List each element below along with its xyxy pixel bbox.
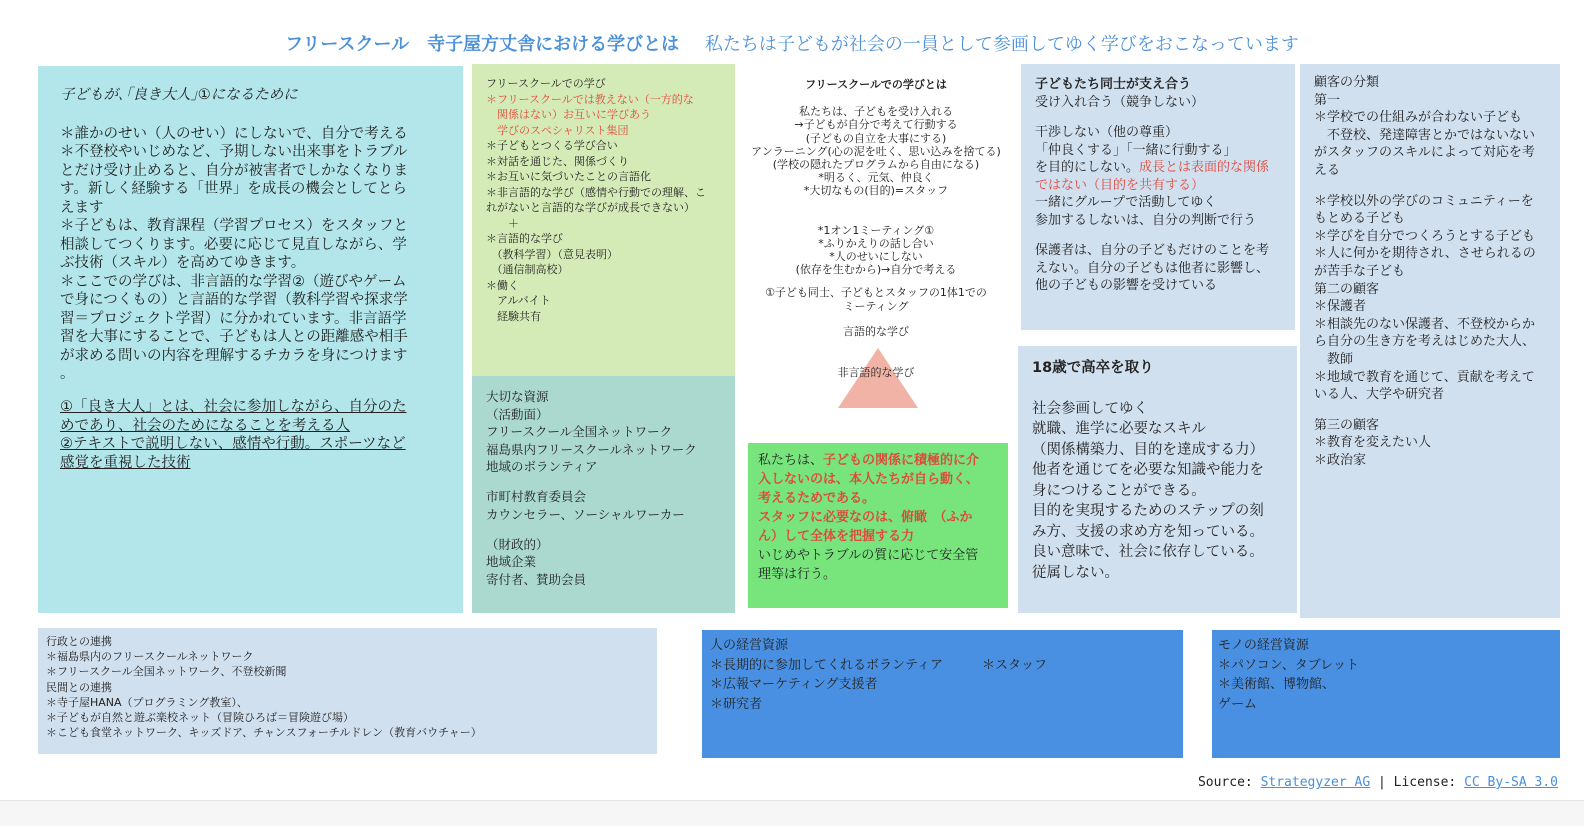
customer-line: が苦手な子ども (1314, 263, 1406, 279)
nonverbal-learning-label: 非言語的な学び (837, 366, 915, 380)
center-line: *大切なもの(目的)=スタッフ (803, 184, 949, 198)
learning-line: （教科学習）（意見表明） (486, 247, 618, 261)
learning-line: ＊子どもとつくる学び合い (486, 139, 618, 152)
material-resources-box (1212, 630, 1560, 758)
center-line: (学校の隠れたプログラムから自由になる) (772, 158, 980, 172)
customer-line: ＊地域で教育を通じて、貢献を考えて (1314, 369, 1535, 385)
peer-line: 他の子どもの影響を受けている (1035, 278, 1218, 293)
source-prefix: Source: (1197, 775, 1261, 790)
green-red-text: 子どもの関係に積極的に介 (823, 453, 980, 468)
green-red-line: ん）して全体を把握する力 (758, 529, 915, 544)
grad-heading: 18歳で高卒を取り (1032, 360, 1154, 376)
resource-line: 福島県内フリースクールネットワーク (486, 441, 697, 457)
peer-line: 受け入れ合う（競争しない） (1035, 94, 1205, 110)
good-adult-line: ぶ技術（スキル）を高めてゆきます。 (60, 255, 306, 271)
customer-line: ＊政治家 (1314, 452, 1367, 468)
center-line: ①子ども同士、子どもとスタッフの1体1での (765, 286, 987, 300)
partner-line: ＊福島県内のフリースクールネットワーク (46, 650, 254, 664)
grad-line: （関係構築力、目的を達成する力） (1032, 441, 1264, 458)
customer-segments-box (1300, 64, 1560, 618)
customer-line: ＊学校以外の学びのコミュニティーを (1314, 193, 1534, 209)
source-attribution (1198, 775, 1558, 790)
customer-line: ＊人に何かを期待され、させられるの (1314, 246, 1536, 262)
green-red-line: スタッフに必要なのは、俯瞰 （ふか (758, 510, 973, 525)
resource-line: （財政的） (486, 536, 549, 552)
grad-line: 就職、進学に必要なスキル (1032, 421, 1206, 437)
learning-heading: フリースクールでの学び (486, 77, 606, 90)
center-line: *ふりかえりの話し合い (818, 236, 934, 250)
green-red-line: 入しないのは、本人たちが自ら動く、 (758, 472, 979, 487)
peer-line: 参加するしないは、自分の判断で行う (1035, 212, 1257, 228)
good-adult-line: ＊子どもは、教育課程（学習プロセス）をスタッフと (60, 218, 408, 234)
things-line: ＊パソコン、タブレット (1218, 657, 1360, 673)
good-adult-line: が求める問いの内容を理解するチカラを身につけます (60, 347, 408, 364)
good-adult-note: 感覚を重視した技術 (60, 454, 191, 471)
learning-line: ＋ (486, 216, 519, 230)
resource-line: 市町村教育委員会 (486, 489, 587, 504)
good-adult-line: ＊不登校やいじめなど、予期しない出来事をトラブル (60, 144, 408, 160)
partner-line: ＊子どもが自然と遊ぶ楽校ネット（冒険ひろば＝冒険遊び場） (46, 711, 354, 725)
things-line: モノの経営資源 (1218, 638, 1309, 653)
peer-mixed-red: 成長とは表面的な関係 (1139, 160, 1270, 175)
resource-line: 寄付者、賛助会員 (486, 571, 587, 587)
customer-line: がスタッフのスキルによって対応を考 (1314, 145, 1535, 161)
graduation-box (1018, 346, 1297, 613)
license-link[interactable]: CC By-SA 3.0 (1464, 775, 1558, 790)
customer-line: ら自分の生き方を考えはじめた大人、 (1314, 334, 1536, 350)
resource-line: （活動面） (486, 406, 549, 422)
peer-line: 干渉しない（他の尊重） (1035, 125, 1179, 140)
good-adult-line: ＊ここでの学びは、非言語的な学習②（遊びやゲーム (60, 273, 407, 290)
good-adult-line: 。 (60, 366, 75, 382)
center-line: (子どもの自立を大事にする) (805, 131, 947, 145)
customer-line: ＊教育を変えたい人 (1314, 435, 1432, 451)
partner-line: ＊寺子屋HANA（プログラミング教室）、 (46, 695, 248, 709)
learning-red-line: 学びのスペシャリスト集団 (486, 123, 629, 137)
learning-line: ＊対話を通じた、関係づくり (486, 154, 629, 168)
customer-line: ＊学びを自分でつくろうとする子ども (1314, 228, 1536, 244)
green-first-line (758, 451, 1008, 470)
peer-line: 保護者は、自分の子どもだけのことを考 (1035, 243, 1270, 258)
customer-line: 第三の顧客 (1314, 417, 1380, 433)
partner-line: ＊こども食堂ネットワーク、キッズドア、チャンスフォーチルドレン（教育バウチャー） (46, 726, 482, 740)
title-main: フリースクール 寺子屋方丈舎における学びとは (285, 34, 680, 55)
partner-line: 民間との連携 (46, 680, 112, 694)
partnerships-box (38, 628, 657, 754)
center-line: →子どもが自分で考えて行動する (794, 118, 958, 132)
human-resources-box (702, 630, 1183, 758)
peer-heading: 子どもたち同士が支え合う (1035, 77, 1192, 92)
center-title: フリースクールでの学びとは (805, 78, 947, 91)
grad-line: 他者を通じてを必要な知識や能力を (1032, 462, 1264, 478)
customer-line: いる人、大学や研究者 (1314, 387, 1445, 403)
license-sep: | License: (1370, 775, 1465, 790)
partner-line: 行政との連携 (46, 635, 112, 648)
source-link[interactable]: Strategyzer AG (1260, 775, 1371, 790)
learning-red-line: ＊フリースクールでは教えない（一方的な (486, 92, 694, 106)
good-adult-line: 習＝プロジェクト学習）に分かれています。非言語学 (60, 310, 407, 327)
center-line: (依存を生むから)→自分で考える (795, 263, 957, 277)
peer-line: えない。自分の子どもは他者に影響し、 (1035, 260, 1270, 276)
green-prefix: 私たちは、 (758, 453, 824, 468)
learning-line: ＊働く (486, 278, 519, 292)
customer-line: 不登校、発達障害とかではないない (1314, 127, 1536, 143)
free-school-learning-box (472, 64, 735, 376)
good-adult-box (38, 66, 463, 613)
customer-line: ＊保護者 (1314, 299, 1367, 315)
human-line: ＊長期的に参加してくれるボランティア ＊スタッフ (710, 657, 1047, 673)
green-red-line: 考えるためである。 (758, 491, 876, 506)
grad-line: 目的を実現するためのステップの刻 (1032, 503, 1264, 519)
important-resources-box (472, 376, 735, 613)
customer-line: える (1314, 162, 1341, 178)
learning-line: ＊言語的な学び (486, 232, 563, 245)
human-line: ＊研究者 (710, 696, 763, 712)
center-line: ミーティング (843, 299, 909, 313)
good-adult-note: ①「良き大人」とは、社会に参加しながら、自分のた (60, 399, 407, 415)
learning-line: ＊お互いに気づいたことの言語化 (486, 170, 651, 183)
peer-mixed-prefix: を目的にしない。 (1035, 160, 1140, 175)
good-adult-line: えます (60, 199, 104, 216)
grad-line: 身につけることができる。 (1032, 482, 1206, 499)
human-line: 人の経営資源 (710, 638, 789, 653)
title-sub: 私たちは子どもが社会の一員として参画してゆく学びをおこなっています (704, 34, 1299, 55)
good-adult-line: とだけ受け止めると、自分が被害者でしかなくなりま (60, 162, 408, 179)
staff-role-box (748, 443, 1008, 608)
peer-support-box (1021, 64, 1295, 330)
things-line: ゲーム (1218, 696, 1258, 712)
peer-line: 「仲良くする」「一緒に行動する」 (1035, 142, 1237, 158)
verbal-learning-label: 言語的な学び (843, 324, 909, 338)
customer-line: 第一 (1314, 92, 1341, 108)
green-line: 理等は行う。 (758, 567, 837, 582)
grad-line: み方、支援の求め方を知っている。 (1032, 523, 1264, 540)
customer-line: 顧客の分類 (1314, 75, 1380, 90)
partner-line: ＊フリースクール全国ネットワーク、不登校新聞 (46, 665, 287, 679)
grad-line: 社会参画してゆく (1032, 400, 1148, 417)
center-line: *明るく、元気、仲良く (818, 171, 934, 185)
center-line: アンラーニング(心の泥を吐く、思い込みを捨てる) (751, 144, 1001, 158)
human-line: ＊広報マーケティング支援者 (710, 677, 878, 692)
resource-line: フリースクール全国ネットワーク (486, 424, 673, 439)
learning-line: アルバイト (486, 294, 551, 307)
customer-line: 第二の顧客 (1314, 281, 1380, 297)
resource-line: 地域企業 (486, 554, 537, 569)
good-adult-line: す。新しく経験する「世界」を成長の機会としてとら (60, 181, 407, 197)
learning-red-line: 関係はない）お互いに学びあう (486, 108, 651, 121)
center-line: *人のせいにしない (829, 250, 923, 264)
sheet-bottom-strip (0, 800, 1584, 826)
learning-line: （通信制高校） (486, 263, 569, 276)
customer-line: ＊学校での仕組みが合わない子ども (1314, 110, 1523, 126)
good-adult-note: ②テキストで説明しない、感情や行動。スポーツなど (60, 436, 406, 452)
peer-mixed-line (1035, 159, 1295, 177)
good-adult-line: 習を大事にすることで、子どもは人との距離感や相手 (60, 329, 408, 345)
customer-line: ＊相談先のない保護者、不登校からか (1314, 316, 1536, 332)
resource-line: カウンセラー、ソーシャルワーカー (486, 506, 685, 522)
green-line: いじめやトラブルの質に応じて安全管 (758, 548, 979, 563)
learning-line: れがないと言語的な学びが成長できない） (486, 201, 695, 214)
center-learning-box (740, 66, 1012, 441)
resource-line: 大切な資源 (486, 389, 549, 404)
learning-line: ＊非言語的な学び（感情や行動での理解、こ (486, 185, 706, 199)
center-line: 私たちは、子どもを受け入れる (799, 105, 953, 119)
center-line: *1オン1ミーティング① (817, 223, 935, 237)
customer-line: 教師 (1314, 351, 1354, 367)
good-adult-note: めであり、社会のためになることを考える人 (60, 417, 350, 434)
good-adult-line: ＊誰かのせい（人のせい）にしないで、自分で考える (60, 125, 408, 142)
peer-line: 一緒にグループで活動してゆく (1035, 195, 1217, 210)
grad-line: 従属しない。 (1032, 564, 1119, 581)
things-line: ＊美術館、博物館、 (1218, 677, 1336, 692)
learning-line: 経験共有 (486, 309, 541, 323)
page-title (0, 30, 1584, 56)
good-adult-line: 相談してつくります。必要に応じて見直しながら、学 (60, 236, 407, 253)
good-adult-heading: 子どもが､｢良き大人｣①になるために (60, 87, 298, 103)
peer-red-line: ではない（目的を共有する） (1035, 177, 1205, 193)
grad-line: 良い意味で、社会に依存している。 (1032, 544, 1264, 560)
resource-line: 地域のボランティア (486, 459, 598, 474)
customer-line: もとめる子ども (1314, 211, 1406, 227)
good-adult-line: で身につくもの）と言語的な学習（教科学習や探求学 (60, 292, 408, 308)
